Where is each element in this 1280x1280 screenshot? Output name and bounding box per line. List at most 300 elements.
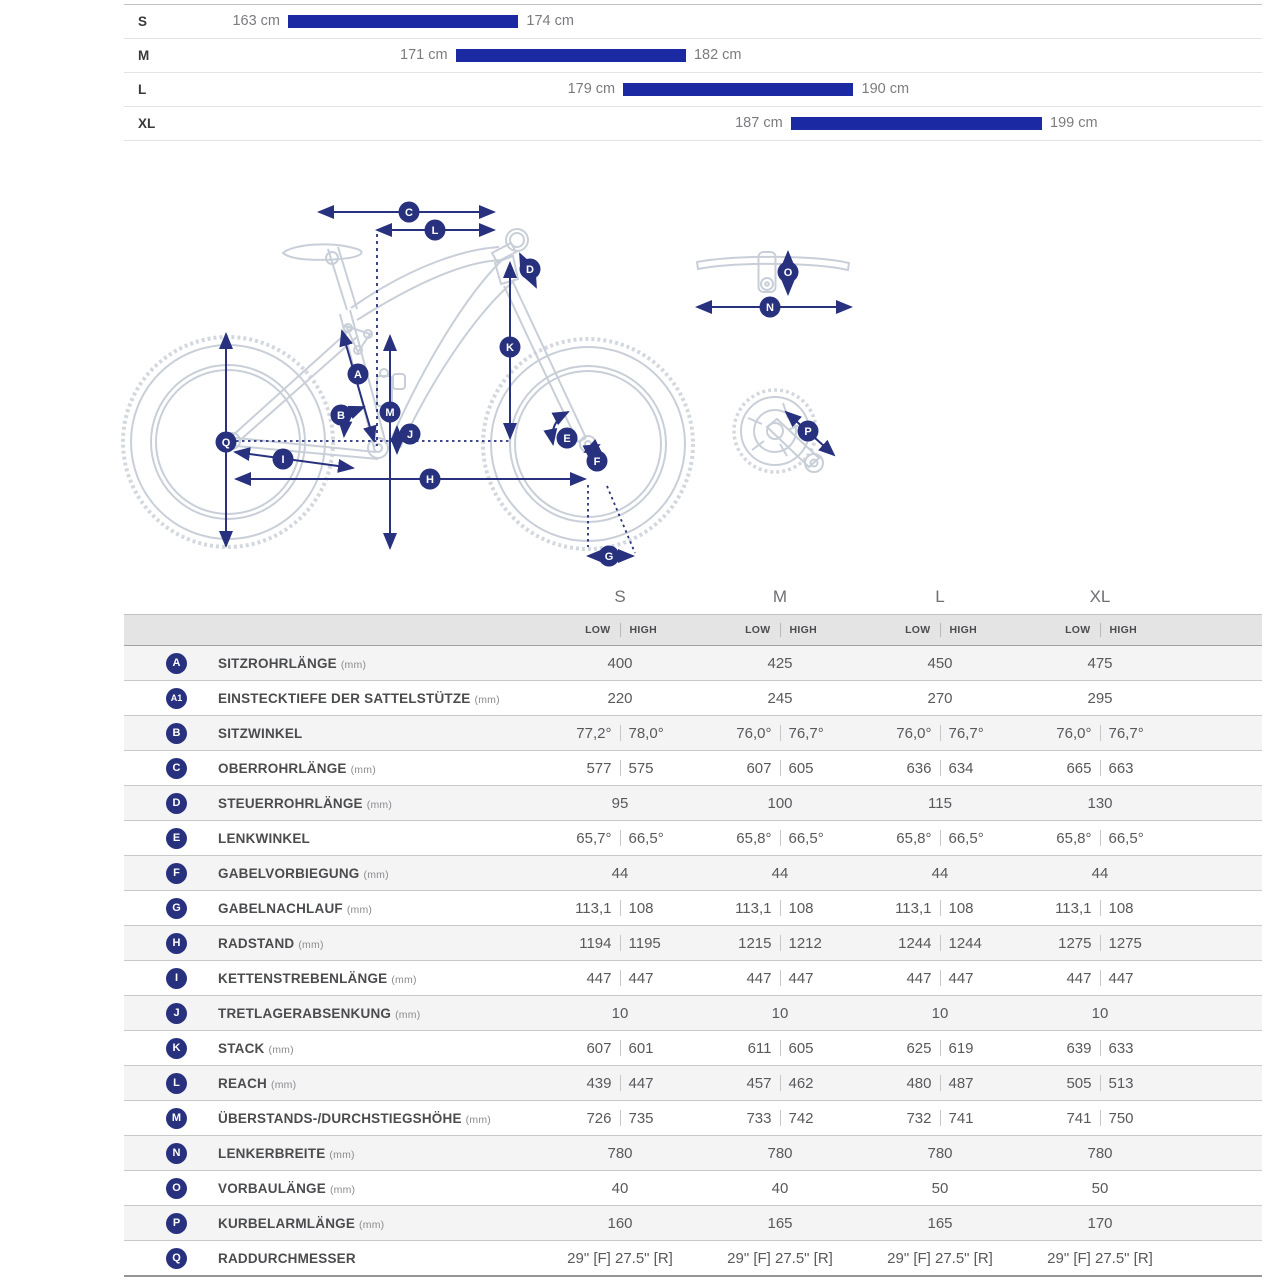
- value-single: 10: [1091, 1004, 1109, 1022]
- value-high: 78,0°: [628, 724, 664, 742]
- value-cell-Q-M: [700, 1250, 860, 1267]
- value-high: 487: [948, 1074, 974, 1092]
- row-unit: (mm): [350, 763, 376, 776]
- rider-height-max: 174 cm: [526, 13, 574, 29]
- value-single: 29" [F] 27.5" [R]: [887, 1249, 993, 1267]
- value-cell-A-S: [540, 655, 700, 672]
- value-divider: [620, 1075, 621, 1091]
- value-cell-D-S: [540, 795, 700, 812]
- value-cell-J-S: [540, 1005, 700, 1022]
- value-high: 108: [948, 899, 974, 917]
- value-cell-E-M: [700, 830, 860, 847]
- value-cell-I-L: [860, 970, 1020, 987]
- value-cell-L-S: [540, 1075, 700, 1092]
- value-low: 1275: [1058, 934, 1092, 952]
- row-label: LENKWINKEL: [218, 830, 310, 846]
- value-cell-N-XL: [1020, 1145, 1180, 1162]
- rider-height-max: 199 cm: [1050, 115, 1098, 131]
- size-header-row: [124, 580, 1262, 614]
- value-high: 619: [948, 1039, 974, 1057]
- subheader-low: LOW: [745, 624, 771, 636]
- value-single: 29" [F] 27.5" [R]: [567, 1249, 673, 1267]
- value-high: 663: [1108, 759, 1134, 777]
- value-low: 577: [586, 759, 612, 777]
- value-cell-C-L: [860, 760, 1020, 777]
- value-cell-H-M: [700, 935, 860, 952]
- row-badge-F: F: [166, 863, 187, 884]
- value-low: 113,1: [895, 899, 932, 917]
- column-header-size-XL: XL: [1089, 587, 1111, 606]
- subheader-low: LOW: [1065, 624, 1091, 636]
- value-low: 1215: [738, 934, 772, 952]
- bike-outline: [123, 229, 849, 549]
- value-cell-K-XL: [1020, 1040, 1180, 1057]
- row-label: LENKERBREITE (mm): [218, 1145, 355, 1161]
- row-label: REACH (mm): [218, 1075, 297, 1091]
- value-single: 130: [1087, 794, 1113, 812]
- row-unit: (mm): [329, 1183, 356, 1196]
- value-cell-O-M: [700, 1180, 860, 1197]
- value-cell-O-XL: [1020, 1180, 1180, 1197]
- value-divider: [940, 725, 941, 741]
- value-cell-P-XL: [1020, 1215, 1180, 1232]
- value-cell-B-XL: [1020, 725, 1180, 742]
- value-low: 447: [586, 969, 612, 987]
- row-badge-G: G: [166, 898, 187, 919]
- value-high: 1195: [628, 934, 661, 952]
- value-single: 95: [611, 794, 629, 812]
- subheader-high: HIGH: [629, 624, 657, 636]
- value-low: 741: [1066, 1109, 1092, 1127]
- diagram-badge-letter: P: [804, 425, 812, 438]
- value-high: 108: [1108, 899, 1134, 917]
- value-cell-J-M: [700, 1005, 860, 1022]
- value-low: 625: [906, 1039, 932, 1057]
- diagram-badge-letter: F: [593, 455, 601, 468]
- value-single: 220: [607, 689, 633, 707]
- value-single: 780: [927, 1144, 953, 1162]
- value-low: 607: [746, 759, 772, 777]
- value-high: 741: [948, 1109, 974, 1127]
- rider-height-size-label: XL: [138, 116, 156, 131]
- rider-height-chart: [124, 4, 1262, 141]
- value-low: 113,1: [575, 899, 612, 917]
- value-divider: [620, 970, 621, 986]
- value-high: 76,7°: [788, 724, 824, 742]
- rider-height-row-M: [124, 39, 1262, 73]
- rider-height-min: 171 cm: [400, 47, 448, 63]
- row-unit: (mm): [366, 798, 393, 811]
- diagram-badge-letter: O: [783, 266, 793, 279]
- value-divider: [780, 1110, 781, 1126]
- value-cell-G-XL: [1020, 900, 1180, 917]
- row-badge-M: M: [166, 1108, 187, 1129]
- row-label: EINSTECKTIEFE DER SATTELSTÜTZE (mm): [218, 690, 500, 706]
- row-badge-A1: A1: [166, 688, 187, 709]
- value-divider: [1100, 830, 1101, 846]
- row-label: GABELVORBIEGUNG (mm): [218, 865, 389, 881]
- rider-height-row-L: [124, 73, 1262, 107]
- value-low: 76,0°: [1056, 724, 1092, 742]
- row-label: RADDURCHMESSER: [218, 1250, 356, 1266]
- row-badge-D: D: [166, 793, 187, 814]
- value-divider: [780, 1040, 781, 1056]
- value-divider: [620, 900, 621, 916]
- value-cell-D-L: [860, 795, 1020, 812]
- subheader-divider: [780, 623, 781, 637]
- subheader-divider: [940, 623, 941, 637]
- diagram-badge-letter: D: [526, 263, 534, 276]
- row-badge-L: L: [166, 1073, 187, 1094]
- value-high: 601: [628, 1039, 654, 1057]
- value-low: 733: [746, 1109, 772, 1127]
- value-divider: [620, 1110, 621, 1126]
- geometry-row-D: [124, 785, 1262, 820]
- value-cell-Q-L: [860, 1250, 1020, 1267]
- row-unit: (mm): [298, 938, 324, 951]
- row-label: VORBAULÄNGE (mm): [218, 1180, 356, 1196]
- row-unit: (mm): [363, 868, 389, 881]
- value-high: 447: [788, 969, 814, 987]
- value-cell-C-M: [700, 760, 860, 777]
- value-high: 66,5°: [948, 829, 984, 847]
- value-cell-E-S: [540, 830, 700, 847]
- value-divider: [780, 900, 781, 916]
- value-cell-H-L: [860, 935, 1020, 952]
- value-cell-K-L: [860, 1040, 1020, 1057]
- row-unit: (mm): [391, 973, 417, 986]
- value-single: 475: [1087, 654, 1113, 672]
- value-low: 65,8°: [736, 829, 772, 847]
- diagram-badge-letter: K: [506, 341, 514, 354]
- value-high: 750: [1108, 1109, 1134, 1127]
- value-cell-N-L: [860, 1145, 1020, 1162]
- value-cell-P-S: [540, 1215, 700, 1232]
- value-high: 76,7°: [948, 724, 984, 742]
- rider-height-min: 179 cm: [567, 81, 616, 97]
- geometry-row-N: [124, 1135, 1262, 1170]
- value-cell-A1-M: [700, 690, 860, 707]
- value-cell-D-M: [700, 795, 860, 812]
- geometry-row-K: [124, 1030, 1262, 1065]
- value-high: 634: [948, 759, 974, 777]
- row-unit: (mm): [340, 658, 367, 671]
- value-low: 1244: [898, 934, 932, 952]
- rider-height-row-XL: [124, 107, 1262, 141]
- rider-height-bar: [288, 15, 518, 28]
- value-low: 76,0°: [736, 724, 772, 742]
- value-divider: [1100, 1075, 1101, 1091]
- value-cell-J-L: [860, 1005, 1020, 1022]
- value-high: 66,5°: [1108, 829, 1144, 847]
- diagram-badge-letter: Q: [221, 436, 231, 449]
- diagram-badge-letter: E: [563, 432, 571, 445]
- value-single: 245: [767, 689, 793, 707]
- value-single: 40: [771, 1179, 789, 1197]
- row-badge-B: B: [166, 723, 187, 744]
- row-label: RADSTAND (mm): [218, 935, 324, 951]
- value-high: 605: [788, 1039, 814, 1057]
- row-label: SITZWINKEL: [218, 725, 303, 741]
- value-high: 462: [788, 1074, 814, 1092]
- value-cell-M-L: [860, 1110, 1020, 1127]
- value-high: 513: [1108, 1074, 1134, 1092]
- geometry-row-O: [124, 1170, 1262, 1205]
- subheader-high: HIGH: [1109, 624, 1137, 636]
- row-badge-H: H: [166, 933, 187, 954]
- value-cell-Q-XL: [1020, 1250, 1180, 1267]
- row-badge-C: C: [166, 758, 187, 779]
- row-label: OBERROHRLÄNGE (mm): [218, 760, 376, 776]
- subheader-high: HIGH: [789, 624, 817, 636]
- value-cell-L-XL: [1020, 1075, 1180, 1092]
- value-high: 447: [628, 1074, 654, 1092]
- value-high: 447: [948, 969, 974, 987]
- diagram-badge-letter: N: [766, 301, 774, 314]
- row-label: STEUERROHRLÄNGE (mm): [218, 795, 393, 811]
- value-divider: [780, 760, 781, 776]
- value-single: 170: [1087, 1214, 1113, 1232]
- row-unit: (mm): [346, 903, 373, 916]
- value-single: 10: [931, 1004, 949, 1022]
- value-low: 505: [1066, 1074, 1092, 1092]
- value-low: 611: [747, 1039, 772, 1057]
- value-divider: [940, 1110, 941, 1126]
- value-low: 665: [1066, 759, 1092, 777]
- value-divider: [940, 900, 941, 916]
- geometry-row-G: [124, 890, 1262, 925]
- value-cell-G-M: [700, 900, 860, 917]
- row-badge-I: I: [166, 968, 187, 989]
- geometry-row-A1: [124, 680, 1262, 715]
- rider-height-size-label: M: [138, 48, 150, 63]
- value-cell-G-L: [860, 900, 1020, 917]
- row-badge-J: J: [166, 1003, 187, 1024]
- geometry-row-A: [124, 646, 1262, 680]
- value-cell-G-S: [540, 900, 700, 917]
- value-cell-J-XL: [1020, 1005, 1180, 1022]
- subheader-divider: [620, 623, 621, 637]
- value-cell-I-M: [700, 970, 860, 987]
- geometry-row-I: [124, 960, 1262, 995]
- value-cell-L-M: [700, 1075, 860, 1092]
- row-label: ÜBERSTANDS-/DURCHSTIEGSHÖHE (mm): [218, 1110, 491, 1126]
- row-badge-O: O: [166, 1178, 187, 1199]
- value-single: 160: [607, 1214, 633, 1232]
- value-high: 1275: [1108, 934, 1142, 952]
- rider-height-size-label: S: [138, 14, 148, 29]
- row-label: TRETLAGERABSENKUNG (mm): [218, 1005, 421, 1021]
- value-single: 450: [927, 654, 953, 672]
- geometry-table: [124, 580, 1262, 1277]
- value-cell-P-M: [700, 1215, 860, 1232]
- value-single: 44: [931, 864, 949, 882]
- value-single: 44: [771, 864, 789, 882]
- value-cell-F-L: [860, 865, 1020, 882]
- column-header-size-S: S: [614, 587, 626, 606]
- value-divider: [1100, 970, 1101, 986]
- value-high: 66,5°: [788, 829, 824, 847]
- rider-height-bar: [456, 49, 686, 62]
- value-divider: [940, 935, 941, 951]
- value-cell-A1-L: [860, 690, 1020, 707]
- row-label: GABELNACHLAUF (mm): [218, 900, 373, 916]
- value-divider: [780, 935, 781, 951]
- value-single: 780: [607, 1144, 633, 1162]
- value-cell-O-L: [860, 1180, 1020, 1197]
- diagram-badge-letter: A: [354, 368, 362, 381]
- value-divider: [1100, 725, 1101, 741]
- row-badge-N: N: [166, 1143, 187, 1164]
- row-label: KETTENSTREBENLÄNGE (mm): [218, 970, 417, 986]
- value-single: 29" [F] 27.5" [R]: [1047, 1249, 1153, 1267]
- value-single: 165: [767, 1214, 793, 1232]
- diagram-badge-letter: H: [426, 473, 434, 486]
- geometry-row-E: [124, 820, 1262, 855]
- value-single: 425: [767, 654, 793, 672]
- value-low: 636: [906, 759, 932, 777]
- value-cell-N-S: [540, 1145, 700, 1162]
- column-header-size-L: L: [935, 587, 945, 606]
- value-high: 1212: [788, 934, 822, 952]
- value-single: 115: [928, 794, 952, 812]
- row-label: STACK (mm): [218, 1040, 294, 1056]
- value-low: 732: [906, 1109, 932, 1127]
- row-unit: (mm): [395, 1008, 421, 1021]
- value-single: 50: [1091, 1179, 1109, 1197]
- value-high: 76,7°: [1108, 724, 1144, 742]
- value-cell-P-L: [860, 1215, 1020, 1232]
- rider-height-size-label: L: [138, 82, 147, 97]
- value-cell-F-M: [700, 865, 860, 882]
- row-badge-K: K: [166, 1038, 187, 1059]
- value-divider: [620, 1040, 621, 1056]
- value-single: 10: [611, 1004, 629, 1022]
- value-low: 447: [746, 969, 772, 987]
- value-high: 66,5°: [628, 829, 664, 847]
- subheader-low: LOW: [585, 624, 611, 636]
- rider-height-max: 190 cm: [861, 81, 910, 97]
- diagram-badge-letter: G: [604, 550, 614, 563]
- value-cell-A1-S: [540, 690, 700, 707]
- value-low: 113,1: [735, 899, 772, 917]
- value-low: 607: [586, 1039, 612, 1057]
- value-single: 10: [771, 1004, 789, 1022]
- value-cell-F-XL: [1020, 865, 1180, 882]
- value-high: 742: [788, 1109, 814, 1127]
- geometry-row-H: [124, 925, 1262, 960]
- row-badge-Q: Q: [166, 1248, 187, 1269]
- value-cell-A-M: [700, 655, 860, 672]
- row-badge-P: P: [166, 1213, 187, 1234]
- row-unit: (mm): [359, 1218, 385, 1231]
- diagram-badge-letter: M: [385, 406, 395, 419]
- diagram-badge-letter: B: [337, 409, 345, 422]
- geometry-row-J: [124, 995, 1262, 1030]
- rider-height-bar: [623, 83, 853, 96]
- value-single: 29" [F] 27.5" [R]: [727, 1249, 833, 1267]
- value-single: 44: [611, 864, 629, 882]
- value-cell-M-M: [700, 1110, 860, 1127]
- value-low: 65,8°: [1056, 829, 1092, 847]
- value-single: 780: [767, 1144, 793, 1162]
- diagram-badge-letter: C: [405, 206, 413, 219]
- value-divider: [620, 830, 621, 846]
- value-single: 400: [607, 654, 633, 672]
- geometry-row-L: [124, 1065, 1262, 1100]
- value-cell-I-S: [540, 970, 700, 987]
- row-unit: (mm): [271, 1078, 297, 1091]
- value-divider: [780, 725, 781, 741]
- geometry-row-M: [124, 1100, 1262, 1135]
- value-divider: [1100, 1110, 1101, 1126]
- value-cell-K-M: [700, 1040, 860, 1057]
- value-cell-I-XL: [1020, 970, 1180, 987]
- value-single: 165: [927, 1214, 953, 1232]
- value-high: 575: [628, 759, 654, 777]
- table-bottom-border: [124, 1275, 1262, 1277]
- diagram-badge-letter: J: [406, 428, 414, 441]
- row-badge-A: A: [166, 653, 187, 674]
- value-high: 735: [628, 1109, 654, 1127]
- value-low: 439: [586, 1074, 612, 1092]
- value-single: 40: [611, 1179, 629, 1197]
- value-low: 457: [746, 1074, 772, 1092]
- value-cell-H-XL: [1020, 935, 1180, 952]
- value-cell-A-L: [860, 655, 1020, 672]
- value-cell-A1-XL: [1020, 690, 1180, 707]
- value-divider: [620, 760, 621, 776]
- row-label: SITZROHRLÄNGE (mm): [218, 655, 367, 671]
- value-high: 605: [788, 759, 814, 777]
- handlebar-top-view: [697, 257, 849, 270]
- value-divider: [780, 1075, 781, 1091]
- value-low: 65,8°: [896, 829, 932, 847]
- value-divider: [940, 760, 941, 776]
- value-divider: [940, 830, 941, 846]
- value-divider: [780, 830, 781, 846]
- row-unit: (mm): [474, 693, 500, 706]
- value-low: 77,2°: [576, 724, 612, 742]
- value-divider: [780, 970, 781, 986]
- row-label: KURBELARMLÄNGE (mm): [218, 1215, 385, 1231]
- value-cell-B-S: [540, 725, 700, 742]
- geometry-row-F: [124, 855, 1262, 890]
- row-unit: (mm): [329, 1148, 355, 1161]
- geometry-row-B: [124, 715, 1262, 750]
- value-low: 1194: [579, 934, 612, 952]
- value-cell-C-XL: [1020, 760, 1180, 777]
- value-divider: [1100, 935, 1101, 951]
- value-low: 76,0°: [896, 724, 932, 742]
- value-single: 780: [1087, 1144, 1113, 1162]
- column-header-size-M: M: [772, 587, 788, 606]
- value-cell-E-L: [860, 830, 1020, 847]
- value-high: 447: [1108, 969, 1134, 987]
- value-divider: [1100, 900, 1101, 916]
- value-divider: [620, 725, 621, 741]
- subheader-high: HIGH: [949, 624, 977, 636]
- value-low: 447: [1066, 969, 1092, 987]
- value-cell-L-L: [860, 1075, 1020, 1092]
- value-high: 633: [1108, 1039, 1134, 1057]
- value-single: 270: [927, 689, 953, 707]
- value-cell-F-S: [540, 865, 700, 882]
- value-high: 108: [788, 899, 814, 917]
- value-low: 447: [906, 969, 932, 987]
- value-cell-K-S: [540, 1040, 700, 1057]
- value-cell-M-XL: [1020, 1110, 1180, 1127]
